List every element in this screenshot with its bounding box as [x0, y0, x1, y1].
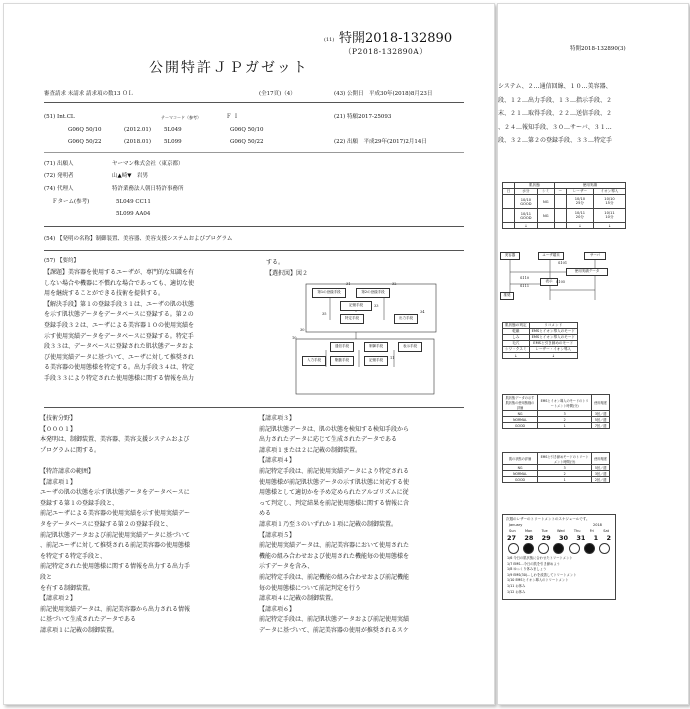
sequence-node: 表示 [540, 278, 558, 286]
body-line: 【請求項５】 [259, 531, 296, 539]
schedule-marker-icon [584, 543, 595, 554]
body-line: 請求項１乃至３のいずれか１項に記載の制御装置。 [259, 520, 398, 528]
sequence-node: 美容器 [500, 252, 520, 260]
table-cell: 水分 [515, 189, 538, 195]
fterm: 5L099 AA04 [116, 211, 151, 217]
reference-line: 段、３２…第２の登録手段、３３…特定手 [498, 137, 613, 145]
schedule-note: 1/12 お休み [507, 589, 526, 594]
body-line: を特定する特定手段と、 [40, 552, 107, 560]
patent-page-1 [3, 3, 495, 705]
body-line: 【技術分野】 [40, 415, 77, 422]
cell-text: GOOD [520, 201, 532, 206]
table-cell: 5回／週 [592, 465, 610, 471]
body-line: 出力されたデータに応じて生成されたデータである [259, 436, 398, 444]
schedule-note: 1/7 EMS…今日の肌を引き締めよう [507, 561, 560, 566]
sequence-node: 推奨 [500, 292, 514, 300]
table-cell: EMSとイオン導入のモード [529, 335, 577, 341]
figure-box: 記憶手段 [364, 356, 388, 366]
body-line: ユーザの肌の状態を示す肌状態データをデータベースに [40, 489, 190, 497]
figure-box: 入力手段 [302, 356, 326, 366]
table-cell: ー [554, 189, 566, 195]
date-cell: 28 [524, 534, 534, 542]
table-cell [537, 223, 554, 229]
application-number: (21) 特願2017-25093 [334, 114, 392, 120]
calendar-dates [507, 534, 611, 542]
schedule-title: 次週のレザーのトリートメントのスケジュールです。 [506, 517, 590, 521]
body-line: 前記特定手段は、前記機能の組み合わせおよび前記機能 [259, 573, 410, 581]
body-line: プログラムに関する。 [40, 446, 100, 454]
ipc-tag: 5L099 [164, 139, 182, 145]
abstract-line: 段３３は、データベースに登録された肌状態データおよ [44, 343, 194, 351]
theme-code-label: テーマコード（参考） [161, 115, 201, 120]
schedule-marker-icon [599, 543, 610, 554]
table-cell: 2回／週 [592, 477, 610, 483]
fi-code: G06Q 50/10 [230, 127, 264, 133]
body-line: 、前記ユーザに対して推奨される前記美容器の使用態様 [40, 542, 191, 550]
schedule-marker-icon [569, 543, 580, 554]
table-cell: 乾燥 [503, 329, 530, 335]
table-cell: 毛穴 [503, 341, 530, 347]
application-date: (22) 出願 平成29年(2017)2月14日 [334, 139, 427, 145]
figure-box: 第2の登録手段 [356, 288, 390, 298]
table-cell: NG [537, 195, 554, 209]
figure-box: 駆動手段 [330, 356, 354, 366]
table-cell: レーザー・イオン導入 [529, 347, 577, 353]
body-line: 【請求項４】 [259, 457, 296, 465]
schedule-marker-icon [508, 543, 519, 554]
figure-box: 記憶手段 [340, 301, 372, 311]
date-cell: 31 [576, 534, 586, 542]
sequence-node: ユーザ端末 [538, 252, 564, 260]
table-cell: NG [537, 209, 554, 223]
weekday: Mon [524, 529, 533, 533]
body-line: 機能の組み合わせおよび使用された機能毎の使用態様を [259, 552, 410, 560]
inventor-label: (72) 発明者 [44, 173, 74, 179]
body-line: 【請求項１】 [40, 478, 77, 486]
table-cell [554, 195, 566, 209]
table-cell: GOOD [503, 477, 538, 483]
table-cell: 2 [538, 417, 592, 423]
date-cell: 2 [606, 534, 611, 542]
page-header: 特開2018-132890(3) [570, 46, 626, 52]
applicant-label: (71) 出願人 [44, 161, 74, 167]
ipc-tag: 5L049 [164, 127, 182, 133]
table-header: 使用頻度 [592, 453, 610, 465]
pub-number-prefix: (11) [324, 37, 335, 43]
weekday: Sun [509, 529, 516, 533]
table-header: EMSと引き締めモードのトリートメント時間(分) [538, 453, 592, 465]
fterm: 5L049 CC11 [116, 199, 151, 205]
table-cell: NORMAL [503, 471, 538, 477]
agent-label: (74) 代理人 [44, 186, 74, 192]
table-cell: NORMAL [503, 417, 538, 423]
table-header: EMSとイオン導入のモードのトリートメント時間(分) [538, 395, 592, 411]
body-line: 毎の使用態様について前記判定を行う [259, 584, 361, 592]
divider [44, 250, 464, 251]
figure-ref: 10 [292, 336, 297, 340]
cell-text: 10/10 [604, 197, 615, 201]
reference-line: 段、１２…出力手段、１３…指示手段、２ [498, 96, 613, 104]
body-line: 前記特定手段は、前記使用実績データにより特定される [259, 467, 410, 475]
abstract-line: を示す肌状態データをデータベースに登録する。第２の [44, 311, 194, 319]
figure-ref: 31 [346, 282, 351, 286]
table-cell: EMSと引き締めのモード [529, 341, 577, 347]
figure-ref: 11 [390, 356, 395, 360]
table-cell: ↓ [515, 223, 538, 229]
body-line: に基づいて生成されたデータである [40, 616, 137, 624]
schedule-notes [507, 556, 577, 595]
schedule-marker-icon [538, 543, 549, 554]
body-line: 請求項４に記載の制御装置。 [259, 595, 338, 603]
calendar-weekdays [509, 529, 609, 533]
fi-label: Ｆ Ｉ [226, 114, 239, 120]
figure-box: 特定手段 [340, 314, 364, 324]
divider [44, 152, 464, 153]
table-header: リコメンド [529, 323, 577, 329]
table-cell: 3 [538, 465, 592, 471]
table-cell: 1 [538, 477, 592, 483]
body-line: データに基づいて、前記美容器の使用が推奨されるスケ [259, 626, 409, 634]
table-cell: EMSとイオン導入のモード [529, 329, 577, 335]
cell-text: GOOD [520, 215, 532, 220]
table-cell: NG [503, 465, 538, 471]
pub-number: 特開2018-132890 [339, 31, 453, 46]
schedule-note: 1/11 お休み [507, 583, 526, 588]
schedule-note: 1/9 EMS(30)…しわを改善してトリートメント [507, 572, 577, 577]
table-cell [515, 209, 538, 223]
cell-text: 25分 [575, 201, 584, 205]
table-cell: しみ [503, 335, 530, 341]
body-line: 【請求項６】 [259, 605, 296, 613]
figure-table-4 [502, 452, 610, 483]
schedule-marker-icon [553, 543, 564, 554]
body-line: 前記肌状態データは、肌の状態を検知する検知手段から [259, 425, 410, 433]
step-label: S101 [558, 261, 568, 265]
cell-text: 10/11 [520, 211, 532, 216]
weekday: Thu [573, 529, 581, 533]
exam-status: 審査請求 未請求 請求項の数13 ＯＬ [44, 91, 134, 97]
cell-text: 10/11 [574, 211, 586, 215]
figure-table-2 [502, 322, 578, 359]
abstract-line: 示す使用実績データをデータベースに登録する。特定手 [44, 332, 194, 340]
figure-table-3 [502, 394, 610, 429]
table-cell [515, 195, 538, 209]
step-label: S111 [520, 284, 530, 288]
reference-line: 末、２１…取得手段、２２…送信手段、２ [498, 110, 613, 118]
calendar-year: 2018 [593, 523, 602, 527]
fterm-label: Ｆターム(参考) [52, 199, 90, 205]
weekday: Tue [541, 529, 548, 533]
ipc-date: (2018.01) [124, 139, 152, 145]
table-cell: ↓ [529, 353, 577, 359]
schedule-note: 1/10 EMSとイオン導入のトリートメント [507, 578, 569, 583]
applicant: ヤーマン株式会社（東京都） [112, 161, 184, 167]
figure-box: 制御手段 [364, 342, 388, 352]
body-line: 前記ユーザによる美容器の使用実績を示す使用実績デー [40, 510, 191, 518]
abstract-line: 【課題】美容器を使用するユーザが、専門的な知識を有 [44, 269, 195, 276]
figure-ref: 30 [300, 328, 305, 332]
table-cell [503, 209, 515, 223]
abstract-line: 手段３３により特定された使用態様に関する情報を出力 [44, 374, 195, 382]
body-line: 前記肌状態データおよび前記使用実績データに基づいて [40, 531, 191, 539]
body-line: 示すデータを含み、 [259, 563, 314, 571]
page-count: (全17頁)（4） [259, 91, 296, 97]
table-cell [503, 223, 515, 229]
reference-line: システム、２…通信回線、１０…美容器、 [498, 83, 612, 90]
body-line: 前記特定された使用態様に関する情報を出力する出力手 [40, 563, 191, 571]
step-label: S105 [556, 280, 566, 284]
figure-ref: 34 [420, 310, 425, 314]
body-line: 【０００１】 [40, 425, 77, 433]
divider [44, 102, 464, 103]
table-cell: GOOD [503, 423, 538, 429]
step-label: S110 [520, 276, 530, 280]
abstract-line: る美容器の使用態様を特定する。出力手段３４は、特定 [44, 364, 195, 372]
abstract-text [44, 268, 194, 385]
table-cell: シワ・クスミ [503, 347, 530, 353]
calendar-markers [507, 543, 611, 554]
cell-text: 20分 [575, 215, 584, 219]
table-cell: NG [503, 411, 538, 417]
calendar-month: January [509, 523, 523, 527]
inventor: 山▲崎▼ 岩男 [112, 173, 148, 179]
sequence-node: 使用実績データ [566, 268, 608, 276]
reference-line: 、２４…報知手段、３０…サーバ、３１… [498, 123, 612, 131]
figure-table-1 [502, 182, 626, 229]
abstract-line: 【解決手段】第１の登録手段３１は、ユーザの肌の状態 [44, 300, 195, 308]
table-cell: 3回／週 [592, 411, 610, 417]
date-cell: 30 [558, 534, 569, 542]
publish-date: (43) 公開日 平成30年(2018)8月23日 [334, 91, 433, 97]
body-line: 前記使用実績データは、前記美容器において使用された [259, 542, 410, 550]
table-cell: ↓ [503, 353, 530, 359]
date-cell: 27 [507, 534, 517, 542]
sequence-node: サーバ [584, 252, 606, 260]
description-left-column [40, 414, 190, 636]
abstract-label: (57) 【要約】 [44, 258, 80, 264]
invention-title: (54) 【発明の名称】制御装置、美容器、美容支援システムおよびプログラム [44, 236, 233, 242]
selected-figure [294, 282, 444, 397]
cell-text: 15分 [605, 201, 614, 205]
body-line: 段と [40, 573, 53, 581]
table-cell: ↓ [593, 223, 625, 229]
table-cell: レーザー [566, 189, 593, 195]
body-line: 【特許請求の範囲】 [40, 467, 95, 475]
table-cell: ↓ [566, 223, 593, 229]
fi-code: G06Q 50/22 [230, 139, 264, 145]
table-cell: 肌状態 [515, 183, 555, 189]
body-line: 請求項１または２に記載の制御装置。 [259, 446, 362, 454]
body-line: を有する制御装置。 [40, 584, 95, 592]
table-header: 肌の状態の評価 [503, 453, 538, 465]
body-line: 【請求項２】 [40, 595, 77, 603]
table-cell: 7回／週 [592, 423, 610, 429]
table-cell [593, 195, 625, 209]
table-header: 肌状態データの示す肌状態の使用態様の評価 [503, 395, 538, 411]
patent-page-2 [497, 3, 689, 705]
table-cell [593, 209, 625, 223]
table-cell: 3 [538, 411, 592, 417]
abstract-line: 登録手段３２は、ユーザによる美容器１０の使用実績を [44, 321, 195, 329]
description-right-column [259, 414, 409, 636]
cell-text: 10/10 [574, 197, 586, 201]
body-line: 前記特定手段は、前記肌状態データおよび前記使用実績 [259, 616, 410, 624]
ipc-code: G06Q 50/22 [68, 139, 102, 145]
cell-text: 10分 [605, 215, 614, 219]
schedule-note: 1/6 今日の肌状態に合わせたトリートメント [507, 556, 573, 560]
body-line: 【請求項３】 [259, 415, 296, 422]
agent: 特許業務法人朝日特許事務所 [112, 186, 184, 192]
divider [44, 226, 464, 227]
page-title: 公開特許ＪＰガゼット [149, 60, 309, 76]
table-cell: 3回／週 [592, 471, 610, 477]
table-cell [566, 195, 593, 209]
ipc-code: G06Q 50/10 [68, 127, 102, 133]
body-line: 前記使用実績データは、前記美容器から出力される情報 [40, 605, 191, 613]
abstract-line: 用を継続することができる技術を提供する。 [44, 290, 165, 298]
body-line: 用態様として適切かを予め定められたアルゴリズムに従 [259, 489, 409, 497]
table-cell: 使用実績 [554, 183, 625, 189]
table-cell: 2 [538, 471, 592, 477]
divider [44, 407, 464, 408]
figure-box: 出力手段 [394, 314, 418, 324]
figure-box: 表示手段 [398, 342, 422, 352]
pub-sub-number: （P2018-132890A） [344, 47, 428, 56]
table-cell: 5回／週 [592, 417, 610, 423]
body-line: 請求項１に記載の制御装置。 [40, 626, 119, 634]
body-line: って判定し、判定結果を前記使用態様に関する情報に含 [259, 499, 410, 507]
weekday: Sat [603, 529, 609, 533]
body-line: 本発明は、制御装置、美容器、美容支援システムおよび [40, 436, 190, 444]
table-header: 使用頻度 [592, 395, 610, 411]
body-line [40, 456, 190, 467]
schedule-figure [502, 514, 616, 600]
abstract-line: しない場合や機器に不慣れな場合であっても、適切な使 [44, 279, 194, 287]
abstract-line: び使用実績データに基づいて、ユーザに対して推奨され [44, 353, 194, 361]
date-cell: 29 [541, 534, 551, 542]
body-line: 使用態様が前記肌状態データの示す肌状態に対応する使 [259, 478, 410, 486]
date-cell: 1 [593, 534, 599, 542]
reference-list [498, 80, 612, 148]
weekday: Fri [589, 529, 594, 533]
table-cell [566, 209, 593, 223]
table-cell: 日 [503, 189, 515, 195]
table-cell [503, 195, 515, 209]
sequence-diagram [500, 250, 620, 302]
body-line: める [259, 510, 272, 518]
cell-text: 10/11 [604, 211, 615, 215]
selected-figure-label: 【選択図】図２ [266, 270, 309, 277]
figure-box: 通信手段 [330, 342, 354, 352]
weekday: Wed [556, 529, 565, 533]
body-line: タをデータベースに登録する第２の登録手段と、 [40, 520, 172, 528]
cell-text: 10/10 [520, 197, 532, 202]
table-header: 肌状態の判定 [503, 323, 530, 329]
table-cell [554, 209, 566, 223]
schedule-marker-icon [523, 543, 534, 554]
table-cell: イオン導入 [593, 189, 625, 195]
figure-box: 第1の登録手段 [312, 288, 346, 298]
figure-ref: 35 [322, 312, 327, 316]
figure-ref: 32 [392, 282, 397, 286]
body-line: 登録する第１の登録手段と、 [40, 499, 119, 507]
intcl-label: (51) Int.CL [44, 114, 75, 120]
table-cell: 1 [538, 423, 592, 429]
table-cell: シミ [537, 189, 554, 195]
schedule-note: 1/8 ゆっくり休みましょう [507, 567, 547, 572]
figure-ref: 33 [374, 304, 379, 308]
ipc-date: (2012.01) [124, 127, 152, 133]
figure-lines [294, 282, 444, 397]
abstract-tail: する。 [266, 259, 285, 266]
table-cell [554, 223, 566, 229]
